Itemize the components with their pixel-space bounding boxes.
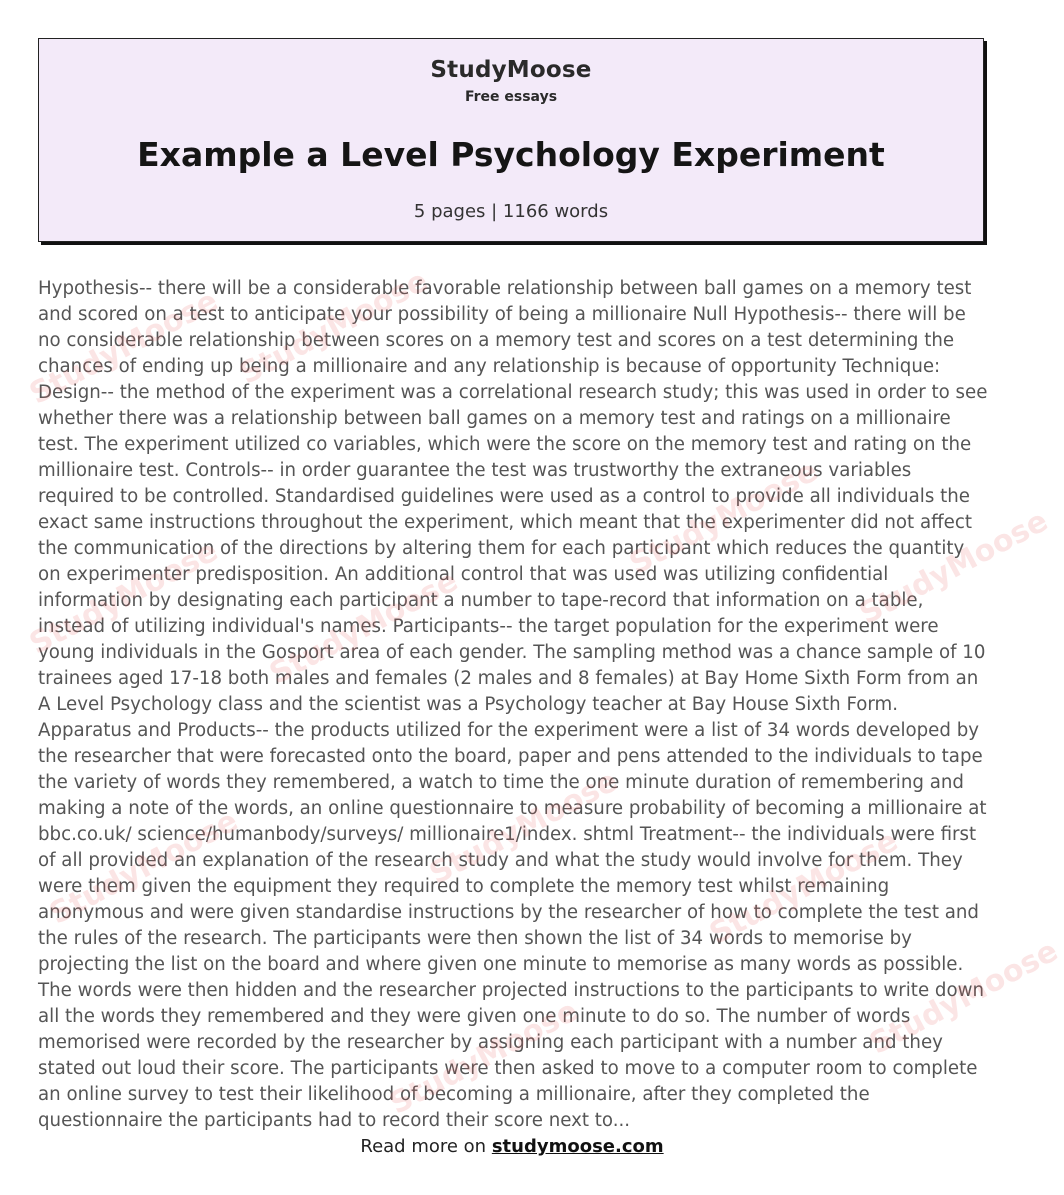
watermark: StudyMoose [623, 453, 824, 582]
watermark: StudyMoose [263, 563, 464, 692]
watermark: StudyMoose [23, 533, 224, 662]
watermark: StudyMoose [233, 263, 434, 392]
watermark: StudyMoose [853, 503, 1054, 632]
page-title: Example a Level Psychology Experiment [137, 135, 885, 174]
watermark: StudyMoose [23, 283, 224, 412]
watermark: StudyMoose [703, 823, 904, 952]
watermark: StudyMoose [383, 993, 584, 1122]
watermark: StudyMoose [423, 763, 624, 892]
watermark: StudyMoose [863, 933, 1064, 1062]
essay-body: Hypothesis-- there will be a considerable favorable relationship between ball games on a memory test and scored on a test to anticipate your possibility of being a millionaire Null Hypothesis-- there will be no considerable relationship between scores on a memory test and scores on a test determining the chances of ending up being a millionaire and any relationship is because of opportunity Technique: Design-- the method of the experiment was a correlational research study; this was used in order to see whether there was a relationship between ball games on a memory test and ratings on a millionaire test. The experiment utilized co variables, which were the score on the memory test and rating on the millionaire test. Controls-- in order guarantee the test was trustworthy the extraneous variables required to be controlled. Standardised guidelines were used as a control to provide all individuals the exact same instructions throughout the experiment, which meant that the experimenter did not affect the communication of the directions by altering them for each participant which reduces the quantity on experimenter predisposition. An additional control that was used was utilizing confidential information by designating each participant a number to tape-record that information on a table, instead of utilizing individual's names. Participants-- the target population for the experiment were young individuals in the Gosport area of each gender. The sampling method was a chance sample of 10 trainees aged 17-18 both males and females (2 males and 8 females) at Bay Home Sixth Form from an A Level Psychology class and the scientist was a Psychology teacher at Bay House Sixth Form. Apparatus and Products-- the products utilized for the experiment were a list of 34 words developed by the researcher that were forecasted onto the board, paper and pens attended to the individuals to tape the variety of words they remembered, a watch to time the one minute duration of remembering and making a note of the words, an online questionnaire to measure probability of becoming a millionaire at bbc.co.uk/ science/humanbody/surveys/ millionaire1/index. shtml Treatment-- the individuals were first of all provided an explanation of the research study and what the study would involve for them. They were them given the equipment they required to complete the memory test whilst remaining anonymous and were given standardise instructions by the researcher of how to complete the test and the rules of the research. The participants were then shown the list of 34 words to memorise by projecting the list on the board and where given one minute to memorise as many words as possible. The words were then hidden and the researcher projected instructions to the participants to write down all the words they remembered and they were given one minute to do so. The number of words memorised were recorded by the researcher by assigning each participant with a number and they stated out loud their score. The participants were then asked to move to a computer room to complete an online survey to test their likelihood of becoming a millionaire, after they completed the questionnaire the participants had to record their score next to... [38, 278, 988, 1131]
read-more-link[interactable]: studymoose.com [491, 1136, 664, 1157]
brand-tagline: Free essays [464, 89, 558, 105]
read-more-footer [0, 1136, 1024, 1157]
essay-meta: 5 pages | 1166 words [413, 201, 609, 222]
watermark: StudyMoose [43, 803, 244, 932]
essay-header [38, 38, 984, 242]
brand-logo: StudyMoose [430, 57, 592, 83]
read-more-prefix: Read more on [360, 1136, 492, 1157]
